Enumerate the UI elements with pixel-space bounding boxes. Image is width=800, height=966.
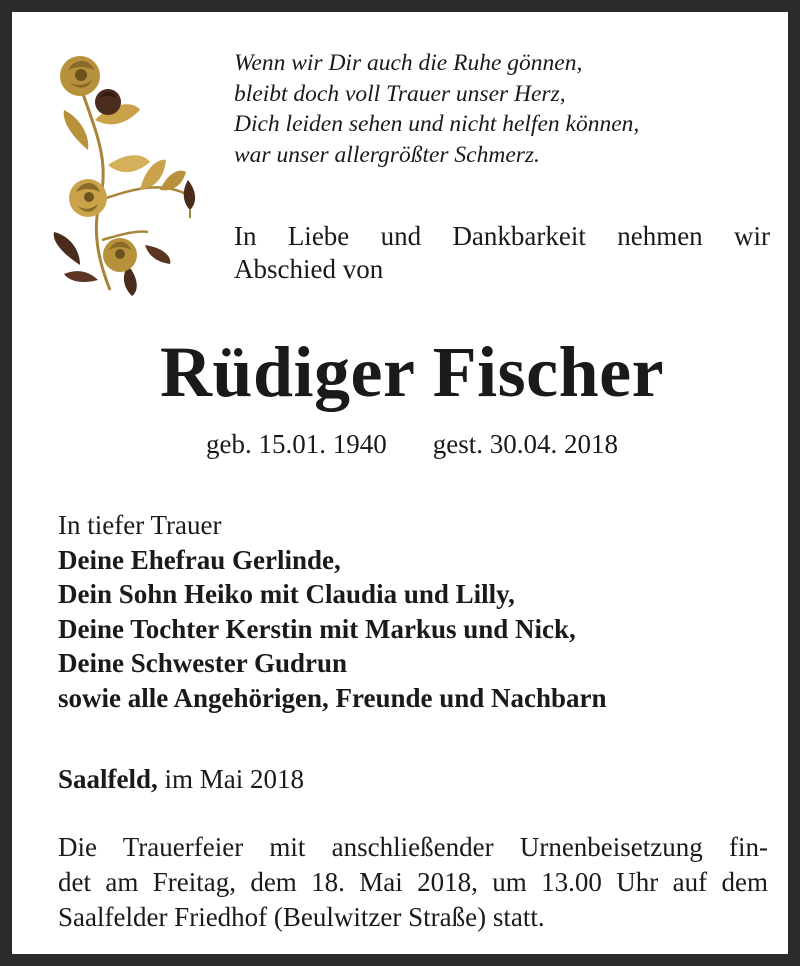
mourners-heading: In tiefer Trauer: [58, 510, 222, 540]
funeral-line: Die Trauerfeier mit anschließender Urnenbeisetzung fin-: [58, 832, 768, 862]
mourners-list: [58, 508, 607, 715]
poem-line: Dich leiden sehen und nicht helfen können,: [234, 111, 640, 137]
poem-verse: [234, 48, 639, 170]
mourner-entry: sowie alle Angehörigen, Freunde und Nachbarn: [58, 682, 607, 713]
rose-icon: [40, 40, 210, 300]
life-dates: [12, 427, 800, 461]
deceased-name: Rüdiger Fischer: [159, 332, 665, 412]
place-month: im Mai 2018: [164, 764, 305, 794]
funeral-line: Saalfelder Friedhof (Beulwitzer Straße) statt.: [58, 902, 545, 932]
mourner-entry: Deine Ehefrau Gerlinde,: [58, 544, 341, 575]
mourner-entry: Dein Sohn Heiko mit Claudia und Lilly,: [58, 579, 515, 609]
mourner-entry: Deine Schwester Gudrun: [58, 648, 348, 678]
poem-line: war unser allergrößter Schmerz.: [234, 141, 540, 168]
death-date: gest. 30.04. 2018: [432, 429, 618, 459]
farewell-intro: [234, 220, 770, 286]
place-and-date: [58, 762, 304, 796]
birth-date: geb. 15.01. 1940: [206, 429, 387, 459]
funeral-line: det am Freitag, dem 18. Mai 2018, um 13.00 Uhr auf dem: [58, 867, 768, 897]
intro-line: Abschied von: [234, 254, 384, 284]
mourner-entry: Deine Tochter Kerstin mit Markus und Nick,: [58, 613, 576, 644]
intro-line: In Liebe und Dankbarkeit nehmen wir: [234, 221, 770, 251]
funeral-info: [58, 830, 768, 935]
place-city: Saalfeld,: [58, 764, 158, 794]
poem-line: Wenn wir Dir auch die Ruhe gönnen,: [234, 50, 583, 76]
poem-line: bleibt doch voll Trauer unser Herz,: [234, 80, 566, 107]
